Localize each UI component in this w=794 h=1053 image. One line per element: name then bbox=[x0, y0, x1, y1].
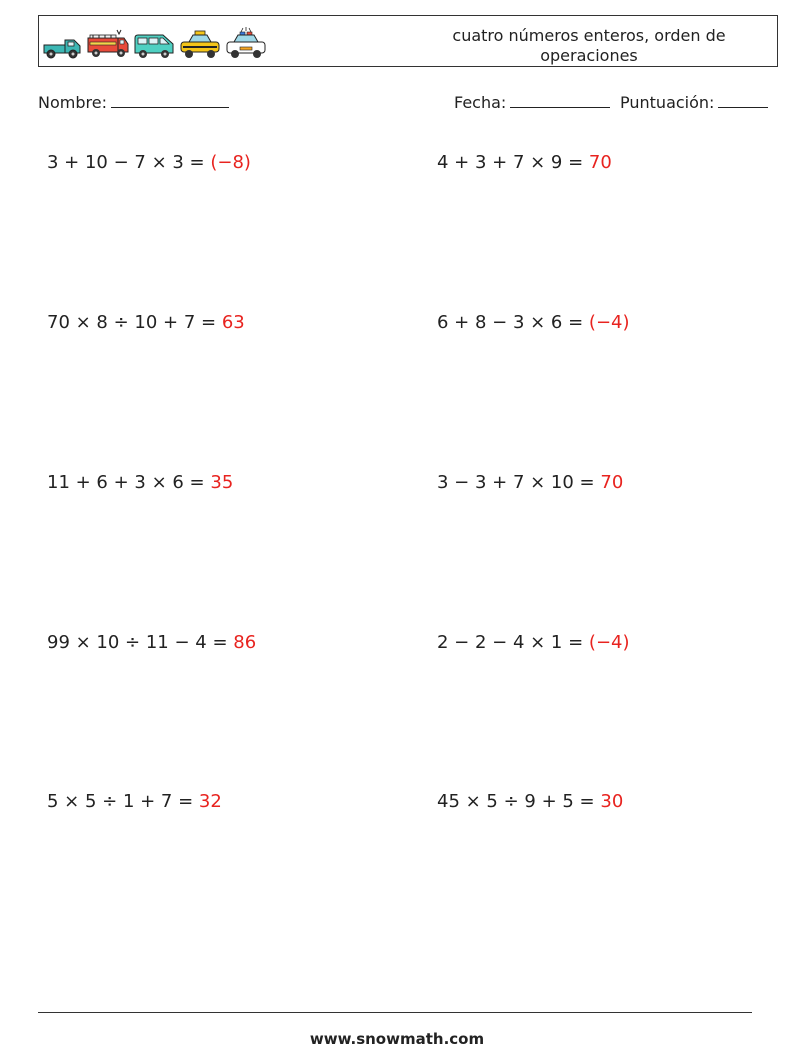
problem-3 bbox=[47, 312, 245, 333]
problem-5 bbox=[47, 472, 233, 493]
problem-answer: 30 bbox=[600, 791, 624, 812]
problem-2 bbox=[437, 152, 612, 173]
vehicle-banner bbox=[43, 24, 267, 60]
score-label: Puntuación: bbox=[620, 93, 715, 112]
problem-expression: 99 × 10 ÷ 11 − 4 = bbox=[47, 632, 234, 653]
problem-answer: 35 bbox=[210, 472, 234, 493]
date-blank bbox=[510, 93, 610, 108]
name-label: Nombre: bbox=[38, 93, 107, 112]
problem-expression: 6 + 8 − 3 × 6 = bbox=[437, 312, 589, 333]
footer-url[interactable]: www.snowmath.com bbox=[309, 1030, 485, 1048]
problem-7 bbox=[47, 632, 256, 653]
date-field bbox=[454, 93, 610, 112]
name-field bbox=[38, 93, 229, 112]
problem-answer: 70 bbox=[588, 152, 612, 173]
problem-10 bbox=[437, 791, 623, 812]
worksheet-title: cuatro números enteros, orden de operaciones bbox=[452, 26, 726, 65]
header-box bbox=[38, 15, 778, 67]
problem-expression: 2 − 2 − 4 × 1 = bbox=[437, 632, 589, 653]
taxi-icon bbox=[179, 30, 221, 60]
fire-truck-icon bbox=[87, 28, 129, 60]
problem-8 bbox=[437, 632, 630, 653]
date-label: Fecha: bbox=[454, 93, 507, 112]
problem-expression: 11 + 6 + 3 × 6 = bbox=[47, 472, 211, 493]
score-field bbox=[620, 93, 768, 112]
problem-answer: 86 bbox=[233, 632, 257, 653]
score-blank bbox=[718, 93, 768, 108]
problem-expression: 5 × 5 ÷ 1 + 7 = bbox=[47, 791, 199, 812]
problem-answer: (−4) bbox=[588, 312, 630, 333]
problem-6 bbox=[437, 472, 623, 493]
problem-expression: 3 − 3 + 7 × 10 = bbox=[437, 472, 601, 493]
pickup-truck-icon bbox=[43, 34, 83, 60]
problem-expression: 3 + 10 − 7 × 3 = bbox=[47, 152, 211, 173]
problem-9 bbox=[47, 791, 222, 812]
problem-4 bbox=[437, 312, 630, 333]
police-car-icon bbox=[225, 26, 267, 60]
problem-answer: (−4) bbox=[588, 632, 630, 653]
name-blank bbox=[111, 93, 229, 108]
problem-expression: 4 + 3 + 7 × 9 = bbox=[437, 152, 589, 173]
problem-expression: 45 × 5 ÷ 9 + 5 = bbox=[437, 791, 601, 812]
problem-expression: 70 × 8 ÷ 10 + 7 = bbox=[47, 312, 222, 333]
problem-answer: 70 bbox=[600, 472, 624, 493]
footer-divider bbox=[38, 1012, 752, 1013]
problem-answer: 32 bbox=[198, 791, 222, 812]
problem-answer: (−8) bbox=[210, 152, 251, 173]
problem-1 bbox=[47, 152, 251, 173]
problem-answer: 63 bbox=[221, 312, 245, 333]
van-icon bbox=[133, 32, 175, 60]
